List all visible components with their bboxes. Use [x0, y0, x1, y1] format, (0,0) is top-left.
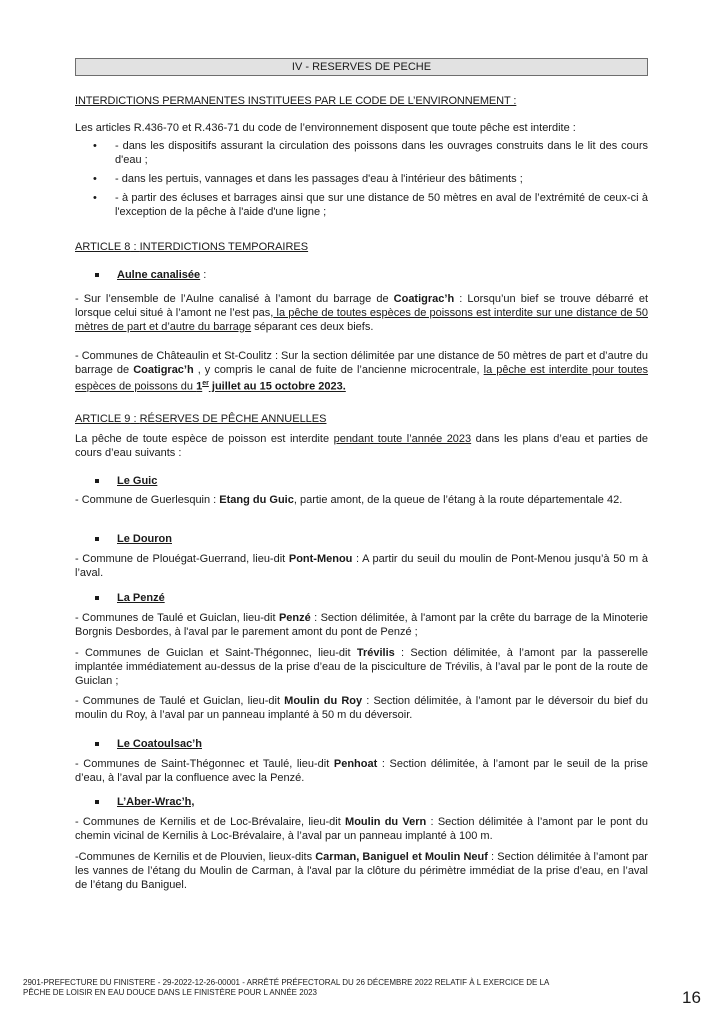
- guic-paragraph: - Commune de Guerlesquin : Etang du Guic, partie amont, de la queue de l’étang à la route départementale 42.: [75, 494, 623, 506]
- douron-heading: Le Douron: [75, 532, 648, 546]
- bullet-icon: •: [93, 173, 97, 185]
- penze-paragraph-1: - Communes de Taulé et Guiclan, lieu-dit Penzé : Section délimitée, à l'amont par la crête du barrage de la Minoterie Borgnis Desbordes, à l'aval par le parement amont du pont de Penzé ;: [75, 612, 649, 638]
- aberwrach-paragraph-1: - Communes de Kernilis et de Loc-Brévalaire, lieu-dit Moulin du Vern : Section délimitée à l’amont par le pont du chemin vicinal de Kernilis à Loc-Brévalaire, à l’aval par un panneau implanté à 100 m.: [75, 816, 648, 842]
- bullet-icon: •: [93, 192, 97, 204]
- penze-paragraph-2: - Communes de Guiclan et Saint-Thégonnec, lieu-dit Trévilis : Section délimitée, à l’amont par la passerelle implantée immédiatement au-dessus de la prise d’eau de la pisciculture de Trévilis, à l’aval par le pont de la route de Guiclan ;: [75, 647, 648, 687]
- penze-heading: La Penzé: [75, 591, 648, 605]
- article9-intro: La pêche de toute espèce de poisson est interdite pendant toute l’année 2023 dans les plans d’eau et parties de cours d’eau suivants :: [75, 433, 649, 459]
- penze-paragraph-3: - Communes de Taulé et Guiclan, lieu-dit Moulin du Roy : Section délimitée, à l’amont par le déversoir du bief du moulin du Roy, à l’aval par un panneau implanté à 50 m du déversoir.: [75, 695, 649, 721]
- article9-heading: ARTICLE 9 : RÉSERVES DE PÊCHE ANNUELLES: [75, 413, 327, 425]
- permanent-heading: INTERDICTIONS PERMANENTES INSTITUEES PAR LE CODE DE L’ENVIRONNEMENT :: [75, 95, 517, 107]
- guic-heading: Le Guic: [75, 474, 648, 488]
- list-item: • - à partir des écluses et barrages ainsi que sur une distance de 50 mètres en aval de l’extrémité de ceux-ci à l'exception de la pêche à l'aide d'une ligne ;: [93, 192, 648, 218]
- permanent-list: [75, 139, 648, 219]
- coatoulsach-paragraph: - Communes de Saint-Thégonnec et Taulé, lieu-dit Penhoat : Section délimitée, à l’amont par le seuil de la prise d’eau, à l’aval par la confluence avec la Penzé.: [75, 758, 648, 784]
- square-bullet-icon: [95, 273, 99, 277]
- article8-subheading: Aulne canalisée :: [75, 268, 648, 282]
- article8-paragraph-1: - Sur l’ensemble de l’Aulne canalisé à l’amont du barrage de Coatigrac’h : Lorsqu’un bief se trouve débarré et lorsque celui situé à l’amont ne l’est pas, la pêche de toutes espèces de poissons est interdite sur une distance de 50 mètres de part et d’autre du barrage séparant ces deux biefs.: [75, 293, 649, 333]
- square-bullet-icon: [95, 596, 99, 600]
- square-bullet-icon: [95, 800, 99, 804]
- aberwrach-heading: L’Aber-Wrac’h,: [75, 795, 648, 809]
- list-item: • - dans les dispositifs assurant la circulation des poissons dans les ouvrages construits dans le lit des cours d'eau ;: [93, 140, 648, 166]
- list-item: • - dans les pertuis, vannages et dans les passages d'eau à l'intérieur des bâtiments ;: [93, 173, 523, 185]
- permanent-intro: Les articles R.436-70 et R.436-71 du code de l’environnement disposent que toute pêche est interdite :: [75, 122, 576, 134]
- square-bullet-icon: [95, 479, 99, 483]
- square-bullet-icon: [95, 742, 99, 746]
- section-title: IV - RESERVES DE PECHE: [75, 58, 648, 76]
- coatoulsach-heading: Le Coatoulsac’h: [75, 737, 648, 751]
- aberwrach-paragraph-2: -Communes de Kernilis et de Plouvien, lieux-dits Carman, Baniguel et Moulin Neuf : Section délimitée à l’amont par les vannes de l’étang du Moulin de Carman, à l'aval par la clôture du périmètre immédiat de la prise d’eau, en l’aval de l’étang du Baniguel.: [75, 851, 648, 891]
- article8-heading: ARTICLE 8 : INTERDICTIONS TEMPORAIRES: [75, 241, 309, 253]
- footer: [23, 978, 643, 998]
- footer-line-2: PÊCHE DE LOISIR EN EAU DOUCE DANS LE FINISTÈRE POUR L ANNÉE 2023: [23, 988, 318, 997]
- article8-paragraph-2: - Communes de Châteaulin et St-Coulitz : Sur la section délimitée par une distance de 50 mètres de part et d’autre du barrage de Coatigrac’h , y compris le canal de fuite de l’ancienne microcentrale, la pêche est interdite pour toutes espèces de poissons du 1er juillet au 15 octobre 2023.: [75, 350, 649, 393]
- page-number: 16: [682, 988, 701, 1007]
- douron-paragraph: - Commune de Plouégat-Guerrand, lieu-dit Pont-Menou : A partir du seuil du moulin de Pont-Menou jusqu’à 50 m à l’aval.: [75, 553, 648, 579]
- footer-line-1: 2901-PREFECTURE DU FINISTERE - 29-2022-12-26-00001 - ARRÊTÉ PRÉFECTORAL DU 26 DÉCEMBRE 2022 RELATIF À L EXERCICE DE LA: [23, 978, 550, 987]
- bullet-icon: •: [93, 140, 97, 152]
- square-bullet-icon: [95, 537, 99, 541]
